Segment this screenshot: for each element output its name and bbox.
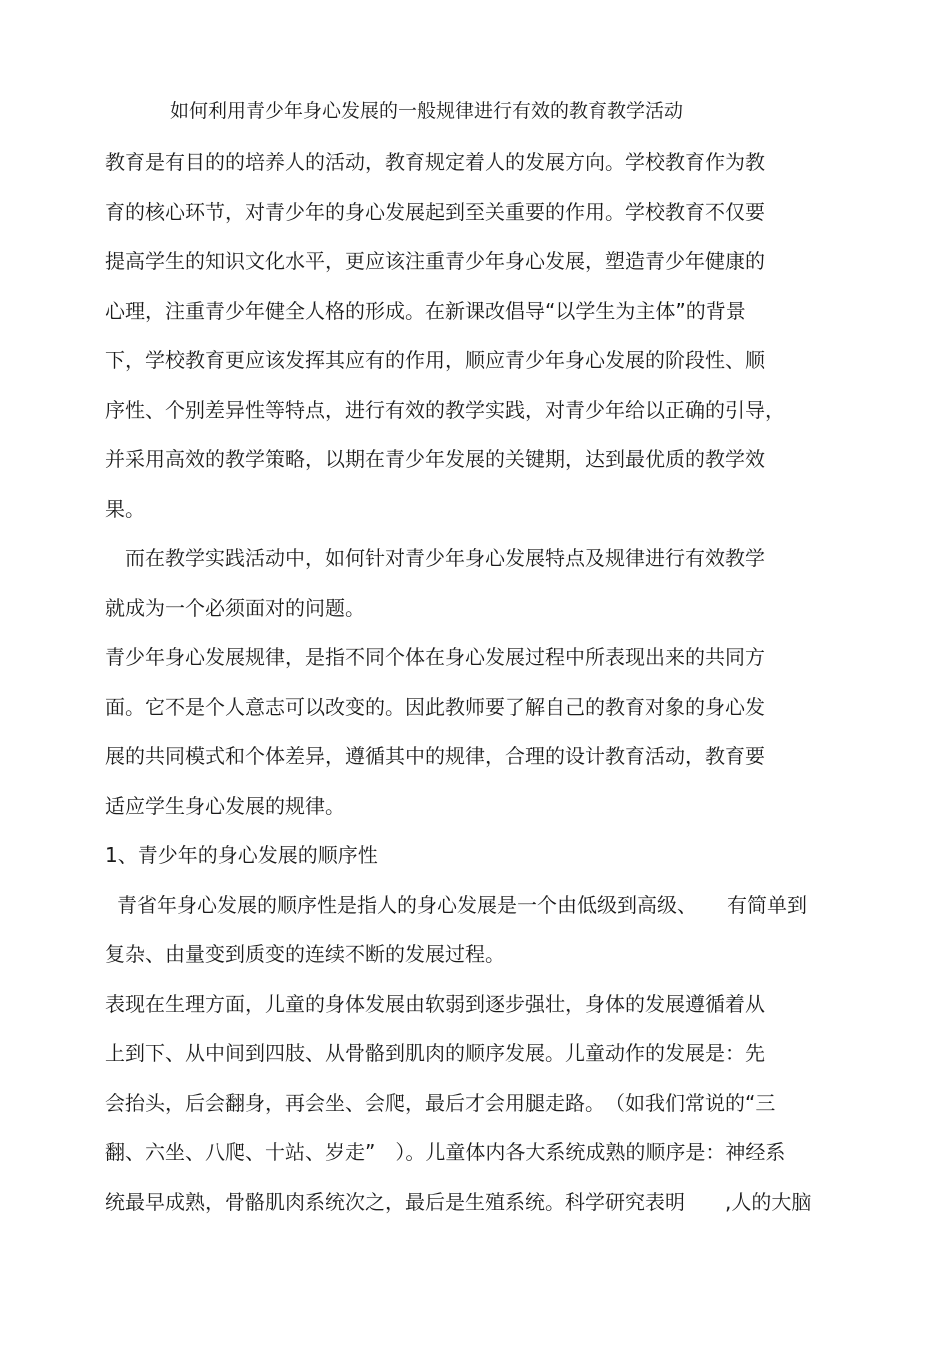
paragraph-line: 序性、个别差异性等特点，进行有效的教学实践，对青少年给以正确的引导， <box>105 397 785 422</box>
paragraph-line: 上到下、从中间到四肢、从骨骼到肌肉的顺序发展。儿童动作的发展是：先 <box>105 1041 765 1065</box>
paragraph-line: 青省年身心发展的顺序性是指人的身心发展是一个由低级到高级、 有简单到 <box>117 892 807 917</box>
paragraph-line: 翻、六坐、八爬、十站、岁走” ）。儿童体内各大系统成熟的顺序是：神经系 <box>105 1140 786 1164</box>
paragraph-line: 复杂、由量变到质变的连续不断的发展过程。 <box>105 942 505 966</box>
section-heading: 1、青少年的身心发展的顺序性 <box>105 843 378 867</box>
paragraph-line: 青少年身心发展规律，是指不同个体在身心发展过程中所表现出来的共同方 <box>105 645 765 669</box>
paragraph-line: 下，学校教育更应该发挥其应有的作用，顺应青少年身心发展的阶段性、顺 <box>105 348 765 372</box>
paragraph-line: 果。 <box>105 496 145 521</box>
paragraph-line: 就成为一个必须面对的问题。 <box>105 595 365 620</box>
paragraph-line: 而在教学实践活动中，如何针对青少年身心发展特点及规律进行有效教学 <box>125 546 765 570</box>
paragraph-line: 提高学生的知识文化水平，更应该注重青少年身心发展，塑造青少年健康的 <box>105 249 765 273</box>
paragraph-line: 表现在生理方面，儿童的身体发展由软弱到逐步强壮，身体的发展遵循着从 <box>105 991 765 1016</box>
paragraph-line: 并采用高效的教学策略，以期在青少年发展的关键期，达到最优质的教学效 <box>105 447 765 471</box>
paragraph-line: 统最早成熟，骨骼肌肉系统次之，最后是生殖系统。科学研究表明 ,人的大脑 <box>105 1189 812 1214</box>
document-title: 如何利用青少年身心发展的一般规律进行有效的教育教学活动 <box>170 100 684 122</box>
paragraph-line: 面。它不是个人意志可以改变的。因此教师要了解自己的教育对象的身心发 <box>105 694 765 719</box>
document-body <box>105 145 850 1234</box>
paragraph-line: 心理，注重青少年健全人格的形成。在新课改倡导“以学生为主体”的背景 <box>105 298 746 323</box>
paragraph-line: 展的共同模式和个体差异，遵循其中的规律，合理的设计教育活动，教育要 <box>105 744 765 768</box>
paragraph-line: 适应学生身心发展的规律。 <box>105 793 345 818</box>
paragraph-line: 育的核心环节，对青少年的身心发展起到至关重要的作用。学校教育不仅要 <box>105 199 765 224</box>
paragraph-line: 教育是有目的的培养人的活动，教育规定着人的发展方向。学校教育作为教 <box>105 150 765 174</box>
paragraph-line: 会抬头，后会翻身，再会坐、会爬，最后才会用腿走路。 （如我们常说的“三 <box>105 1090 776 1115</box>
